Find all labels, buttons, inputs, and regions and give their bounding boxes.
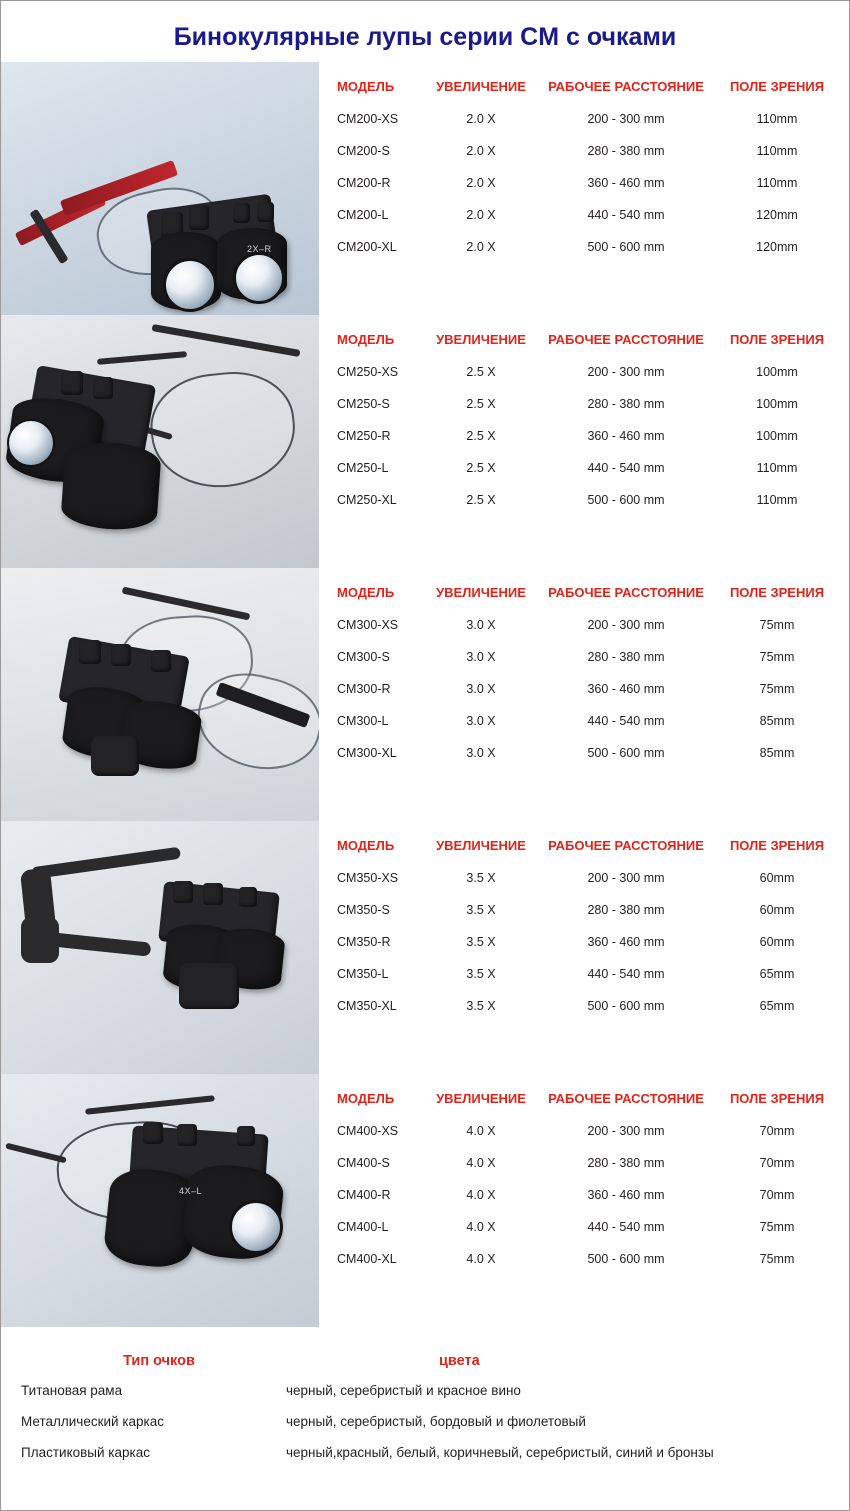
cell-working-distance: 200 - 300 mm	[587, 871, 665, 885]
cell-magnification: 2.5 X	[466, 493, 496, 507]
cell-magnification: 2.0 X	[466, 112, 496, 126]
cell-model: CM400-XL	[337, 1252, 397, 1266]
cell-working-distance: 280 - 380 mm	[587, 903, 665, 917]
cell-model: CM250-L	[337, 461, 389, 475]
cell-model: CM200-XS	[337, 112, 399, 126]
cell-field-of-view: 75mm	[759, 1220, 795, 1234]
table-row	[333, 894, 835, 926]
cell-model: CM400-XS	[337, 1124, 399, 1138]
frame-row-plastic	[1, 1445, 849, 1476]
cell-working-distance: 440 - 540 mm	[587, 714, 665, 728]
column-header-magnification: УВЕЛИЧЕНИЕ	[436, 79, 526, 94]
cell-working-distance: 360 - 460 mm	[587, 682, 665, 696]
table-row	[333, 388, 835, 420]
spec-table-wrapper-cm400	[319, 1074, 849, 1275]
column-header-model: МОДЕЛЬ	[337, 585, 395, 600]
frame-row-metal	[1, 1414, 849, 1445]
cell-model: CM250-S	[337, 397, 390, 411]
cell-model: CM250-R	[337, 429, 391, 443]
cell-working-distance: 440 - 540 mm	[587, 461, 665, 475]
table-header-row	[333, 582, 835, 609]
spec-table-cm250	[333, 329, 835, 516]
frame-colors-header: цвета	[439, 1353, 480, 1369]
photo-label-4x-l: 4X–L	[179, 1186, 203, 1196]
table-row	[333, 1211, 835, 1243]
table-row	[333, 420, 835, 452]
cell-magnification: 2.0 X	[466, 240, 496, 254]
cell-working-distance: 200 - 300 mm	[587, 365, 665, 379]
cell-field-of-view: 60mm	[759, 903, 795, 917]
table-row	[333, 452, 835, 484]
cell-model: CM200-S	[337, 144, 390, 158]
column-header-magnification: УВЕЛИЧЕНИЕ	[436, 332, 526, 347]
column-header-working-distance: РАБОЧЕЕ РАССТОЯНИЕ	[548, 838, 704, 853]
cell-working-distance: 440 - 540 mm	[587, 1220, 665, 1234]
cell-working-distance: 500 - 600 mm	[587, 240, 665, 254]
spec-table-wrapper-cm300	[319, 568, 849, 769]
table-header-row	[333, 76, 835, 103]
cell-working-distance: 200 - 300 mm	[587, 112, 665, 126]
spec-table-wrapper-cm200	[319, 62, 849, 263]
table-row	[333, 990, 835, 1022]
table-row	[333, 135, 835, 167]
cell-magnification: 2.5 X	[466, 397, 496, 411]
column-header-magnification: УВЕЛИЧЕНИЕ	[436, 838, 526, 853]
column-header-field-of-view: ПОЛЕ ЗРЕНИЯ	[729, 838, 825, 853]
cell-magnification: 4.0 X	[466, 1156, 496, 1170]
spec-table-wrapper-cm250	[319, 315, 849, 516]
cell-field-of-view: 120mm	[756, 240, 798, 254]
table-row	[333, 1179, 835, 1211]
cell-model: CM300-XS	[337, 618, 399, 632]
cell-field-of-view: 75mm	[759, 650, 795, 664]
cell-magnification: 2.0 X	[466, 208, 496, 222]
cell-magnification: 2.5 X	[466, 429, 496, 443]
cell-magnification: 4.0 X	[466, 1220, 496, 1234]
cell-model: CM250-XS	[337, 365, 399, 379]
cell-magnification: 3.5 X	[466, 871, 496, 885]
column-header-field-of-view: ПОЛЕ ЗРЕНИЯ	[729, 79, 825, 94]
column-header-model: МОДЕЛЬ	[337, 79, 395, 94]
cell-magnification: 3.0 X	[466, 714, 496, 728]
cell-field-of-view: 85mm	[759, 746, 795, 760]
product-section-cm350	[1, 821, 849, 1074]
column-header-working-distance: РАБОЧЕЕ РАССТОЯНИЕ	[548, 79, 704, 94]
table-row	[333, 1147, 835, 1179]
product-section-cm200	[1, 62, 849, 315]
cell-field-of-view: 75mm	[759, 1252, 795, 1266]
cell-model: CM300-L	[337, 714, 389, 728]
frame-type-label: Металлический каркас	[21, 1414, 165, 1429]
cell-field-of-view: 110mm	[756, 112, 798, 126]
spec-table-cm400	[333, 1088, 835, 1275]
cell-magnification: 3.0 X	[466, 682, 496, 696]
table-row	[333, 609, 835, 641]
spec-table-wrapper-cm350	[319, 821, 849, 1022]
cell-field-of-view: 120mm	[756, 208, 798, 222]
cell-field-of-view: 70mm	[759, 1156, 795, 1170]
cell-working-distance: 280 - 380 mm	[587, 1156, 665, 1170]
loupes-cm350-sports-frame-photo	[1, 821, 319, 1074]
table-row	[333, 356, 835, 388]
cell-magnification: 3.0 X	[466, 650, 496, 664]
cell-model: CM400-L	[337, 1220, 389, 1234]
cell-working-distance: 500 - 600 mm	[587, 746, 665, 760]
table-row	[333, 167, 835, 199]
column-header-magnification: УВЕЛИЧЕНИЕ	[436, 585, 526, 600]
cell-field-of-view: 75mm	[759, 618, 795, 632]
product-sections	[1, 62, 849, 1327]
cell-field-of-view: 100mm	[756, 429, 798, 443]
column-header-working-distance: РАБОЧЕЕ РАССТОЯНИЕ	[548, 1091, 704, 1106]
cell-model: CM350-S	[337, 903, 390, 917]
cell-working-distance: 500 - 600 mm	[587, 493, 665, 507]
table-header-row	[333, 835, 835, 862]
cell-magnification: 3.5 X	[466, 967, 496, 981]
loupes-cm300-black-frame-photo	[1, 568, 319, 821]
spec-table-cm350	[333, 835, 835, 1022]
cell-field-of-view: 110mm	[756, 493, 798, 507]
cell-field-of-view: 110mm	[756, 176, 798, 190]
table-row	[333, 926, 835, 958]
cell-field-of-view: 70mm	[759, 1124, 795, 1138]
table-row	[333, 862, 835, 894]
photo-label-2x-r: 2X–R	[247, 244, 272, 254]
page-title: Бинокулярные лупы серии CM с очками	[173, 23, 677, 51]
table-row	[333, 1243, 835, 1275]
cell-magnification: 3.5 X	[466, 999, 496, 1013]
column-header-working-distance: РАБОЧЕЕ РАССТОЯНИЕ	[548, 332, 704, 347]
frame-type-label: Пластиковый каркас	[21, 1445, 150, 1460]
table-row	[333, 958, 835, 990]
frame-colors-section	[1, 1353, 849, 1476]
frame-colors-label: черный, серебристый, бордовый и фиолетовый	[286, 1414, 586, 1429]
table-row	[333, 673, 835, 705]
cell-model: CM200-L	[337, 208, 389, 222]
cell-model: CM400-R	[337, 1188, 391, 1202]
cell-working-distance: 360 - 460 mm	[587, 935, 665, 949]
cell-magnification: 3.5 X	[466, 903, 496, 917]
table-row	[333, 484, 835, 516]
table-row	[333, 737, 835, 769]
cell-magnification: 2.5 X	[466, 461, 496, 475]
cell-field-of-view: 60mm	[759, 871, 795, 885]
cell-field-of-view: 100mm	[756, 397, 798, 411]
table-row	[333, 1115, 835, 1147]
cell-model: CM200-XL	[337, 240, 397, 254]
cell-model: CM300-R	[337, 682, 391, 696]
cell-field-of-view: 65mm	[759, 999, 795, 1013]
cell-working-distance: 200 - 300 mm	[587, 1124, 665, 1138]
cell-model: CM250-XL	[337, 493, 397, 507]
cell-model: CM300-S	[337, 650, 390, 664]
cell-working-distance: 440 - 540 mm	[587, 208, 665, 222]
cell-working-distance: 280 - 380 mm	[587, 397, 665, 411]
table-row	[333, 231, 835, 263]
frame-type-header: Тип очков	[123, 1353, 195, 1369]
column-header-model: МОДЕЛЬ	[337, 1091, 395, 1106]
cell-field-of-view: 75mm	[759, 682, 795, 696]
cell-field-of-view: 110mm	[756, 461, 798, 475]
column-header-field-of-view: ПОЛЕ ЗРЕНИЯ	[729, 1091, 825, 1106]
column-header-magnification: УВЕЛИЧЕНИЕ	[436, 1091, 526, 1106]
cell-model: CM350-XS	[337, 871, 399, 885]
column-header-working-distance: РАБОЧЕЕ РАССТОЯНИЕ	[548, 585, 704, 600]
cell-magnification: 4.0 X	[466, 1252, 496, 1266]
cell-magnification: 4.0 X	[466, 1124, 496, 1138]
cell-field-of-view: 60mm	[759, 935, 795, 949]
cell-magnification: 3.0 X	[466, 618, 496, 632]
spec-table-cm300	[333, 582, 835, 769]
cell-magnification: 4.0 X	[466, 1188, 496, 1202]
table-row	[333, 705, 835, 737]
cell-magnification: 2.0 X	[466, 176, 496, 190]
frame-colors-label: черный, серебристый и красное вино	[286, 1383, 521, 1398]
spec-table-cm200	[333, 76, 835, 263]
cell-field-of-view: 110mm	[756, 144, 798, 158]
cell-model: CM400-S	[337, 1156, 390, 1170]
column-header-field-of-view: ПОЛЕ ЗРЕНИЯ	[729, 585, 825, 600]
loupes-cm200-red-frame-photo	[1, 62, 319, 315]
product-section-cm250	[1, 315, 849, 568]
cell-model: CM300-XL	[337, 746, 397, 760]
cell-working-distance: 200 - 300 mm	[587, 618, 665, 632]
cell-working-distance: 360 - 460 mm	[587, 1188, 665, 1202]
cell-field-of-view: 65mm	[759, 967, 795, 981]
cell-field-of-view: 85mm	[759, 714, 795, 728]
frame-colors-label: черный,красный, белый, коричневый, серебристый, синий и бронзы	[286, 1445, 714, 1460]
cell-field-of-view: 70mm	[759, 1188, 795, 1202]
cell-magnification: 2.0 X	[466, 144, 496, 158]
cell-working-distance: 360 - 460 mm	[587, 176, 665, 190]
table-row	[333, 199, 835, 231]
column-header-model: МОДЕЛЬ	[337, 838, 395, 853]
loupes-cm250-metal-frame-photo	[1, 315, 319, 568]
table-header-row	[333, 1088, 835, 1115]
frame-colors-header-row	[1, 1353, 849, 1383]
loupes-cm400-long-barrel-photo	[1, 1074, 319, 1327]
table-row	[333, 641, 835, 673]
cell-working-distance: 280 - 380 mm	[587, 144, 665, 158]
cell-model: CM350-L	[337, 967, 389, 981]
product-section-cm300	[1, 568, 849, 821]
frame-type-label: Титановая рама	[21, 1383, 123, 1398]
cell-model: CM350-R	[337, 935, 391, 949]
table-row	[333, 103, 835, 135]
column-header-field-of-view: ПОЛЕ ЗРЕНИЯ	[729, 332, 825, 347]
product-section-cm400	[1, 1074, 849, 1327]
cell-model: CM200-R	[337, 176, 391, 190]
cell-working-distance: 280 - 380 mm	[587, 650, 665, 664]
table-header-row	[333, 329, 835, 356]
cell-working-distance: 440 - 540 mm	[587, 967, 665, 981]
column-header-model: МОДЕЛЬ	[337, 332, 395, 347]
cell-working-distance: 500 - 600 mm	[587, 1252, 665, 1266]
cell-magnification: 3.5 X	[466, 935, 496, 949]
cell-magnification: 2.5 X	[466, 365, 496, 379]
cell-magnification: 3.0 X	[466, 746, 496, 760]
cell-working-distance: 500 - 600 mm	[587, 999, 665, 1013]
cell-working-distance: 360 - 460 mm	[587, 429, 665, 443]
cell-field-of-view: 100mm	[756, 365, 798, 379]
cell-model: CM350-XL	[337, 999, 397, 1013]
frame-row-titanium	[1, 1383, 849, 1414]
